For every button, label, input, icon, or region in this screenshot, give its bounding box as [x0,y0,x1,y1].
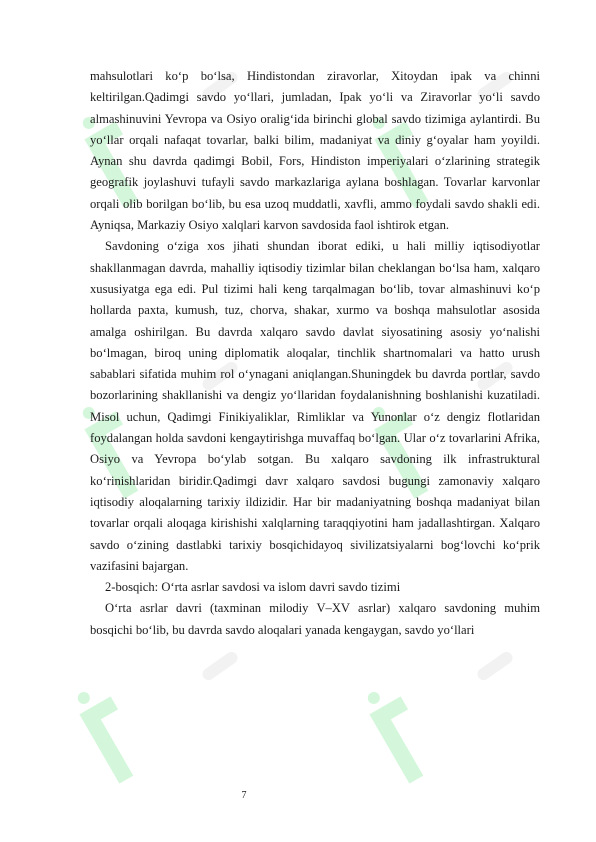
paragraph-continued: mahsulotlari ko‘p bo‘lsa, Hindistondan ziravorlar, Xitoydan ipak va chinni keltirilgan.Qadimgi savdo yo‘llari, jumladan, Ipak yo‘li va Ziravorlar yo‘li savdo almashinuvini Yevropa va Osiyo oralig‘ida birinchi global savdo tizimiga aylantirdi. Bu yo‘llar orqali nafaqat tovarlar, balki bilim, madaniyat va diniy g‘oyalar ham yoyildi. Aynan shu davrda qadimgi Bobil, Fors, Hindiston imperiyalari o‘zlarining strategik geografik joylashuvi tufayli savdo markazlariga aylana boshlagan. Tovarlar karvonlar orqali olib borilgan bo‘lib, bu esa uzoq muddatli, xavfli, ammo foydali savdo shakli edi. Ayniqsa, Markaziy Osiyo xalqlari karvon savdosida faol ishtirok etgan. [90,69,540,233]
section-heading: 2-bosqich: O‘rta asrlar savdosi va islom davri savdo tizimi [105,580,401,595]
paragraph-middle-ages: O‘rta asrlar davri (taxminan milodiy V–XV asrlar) xalqaro savdoning muhim bosqichi bo‘lib, bu davrda savdo aloqalari yanada kengaygan, savdo yo‘llari [90,601,540,637]
document-body [90,66,540,641]
page-number-text: 7 [241,790,247,801]
page-number [0,790,596,801]
paragraph-trade-features: Savdoning o‘ziga xos jihati shundan iborat ediki, u hali milliy iqtisodiyotlar shakllanmagan davrda, mahalliy iqtisodiy tizimlar bilan cheklangan bo‘lsa ham, xalqaro xususiyatga ega edi. Pul tizimi hali keng tarqalmagan bo‘lib, tovar almashinuvi ko‘p hollarda paxta, kumush, tuz, chorva, shakar, xurmo va boshqa mahsulotlar asosida amalga oshirilgan. Bu davrda xalqaro savdo davlat siyosatining asosiy yo‘nalishi bo‘lmagan, biroq uning diplomatik aloqalar, tinchlik shartnomalari va hatto urush sabablari sifatida muhim rol o‘ynagani aniqlangan.Shuningdek bu davrda portlar, savdo bozorlarining shakllanishi va dengiz yo‘llaridan foydalanishning boshlanishi kuzatiladi. Misol uchun, Qadimgi Finikiyaliklar, Rimliklar va Yunonlar o‘z dengiz flotlaridan foydalangan holda savdoni kengaytirishga muvaffaq bo‘lgan. Ular o‘z tovarlarini Afrika, Osiyo va Yevropa bo‘ylab sotgan. Bu xalqaro savdoning ilk infrastruktural ko‘rinishlaridan biridir.Qadimgi davr xalqaro savdosi bugungi zamonaviy xalqaro iqtisodiy aloqalarning tarixiy ildizidir. Har bir madaniyatning boshqa madaniyat bilan tovarlar orqali aloqaga kirishishi xalqlarning taraqqiyotini ham jadallashtirgan. Xalqaro savdo o‘zining dastlabki tarixiy bosqichidayoq sivilizatsiyalarni bog‘lovchi ko‘prik vazifasini bajargan. [90,239,540,573]
